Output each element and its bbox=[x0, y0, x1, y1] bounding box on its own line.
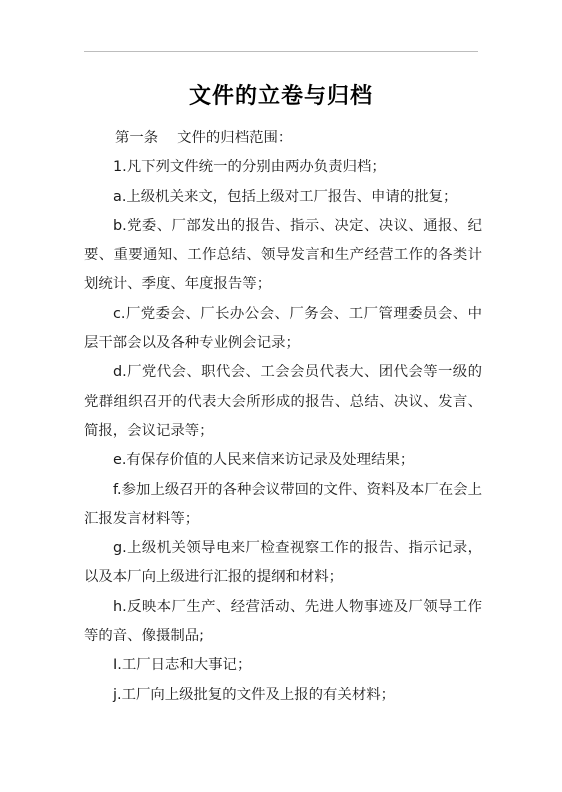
paragraph-item-d: d.厂党代会、职代会、工会会员代表大、团代会等一级的党群组织召开的代表大会所形成的报告、总结、决议、发言、简报，会议记录等； bbox=[84, 364, 482, 439]
paragraph-item-1: 1.凡下列文件统一的分别由两办负责归档； bbox=[113, 159, 386, 176]
paragraph-item-f: f.参加上级召开的各种会议带回的文件、资料及本厂在会上汇报发言材料等； bbox=[84, 481, 482, 527]
document-title: 文件的立卷与归档 bbox=[188, 83, 373, 109]
paragraph-item-i: I.工厂日志和大事记； bbox=[113, 657, 252, 674]
paragraph-item-b: b.党委、厂部发出的报告、指示、决定、决议、通报、纪要、重要通知、工作总结、领导发言和生产经营工作的各类计划统计、季度、年度报告等； bbox=[84, 217, 482, 293]
paragraph-item-c: c.厂党委会、厂长办公会、厂务会、工厂管理委员会、中层干部会以及各种专业例会记录； bbox=[84, 305, 482, 352]
paragraph-item-a: a.上级机关来文，包括上级对工厂报告、申请的批复； bbox=[113, 188, 458, 205]
paragraph-article-1: 第一条 文件的归档范围： bbox=[115, 130, 293, 146]
paragraph-item-j: j.工厂向上级批复的文件及上报的有关材料； bbox=[113, 686, 395, 703]
document-body bbox=[84, 124, 482, 710]
header-rule bbox=[84, 51, 478, 52]
paragraph-item-e: e.有保存价值的人民来信来访记录及处理结果； bbox=[113, 452, 415, 469]
paragraph-item-g: g.上级机关领导电来厂检查视察工作的报告、指示记录，以及本厂向上级进行汇报的提纲和材料； bbox=[84, 540, 482, 586]
paragraph-item-h: h.反映本厂生产、经营活动、先进人物事迹及厂领导工作等的音、像摄制品; bbox=[84, 598, 482, 645]
